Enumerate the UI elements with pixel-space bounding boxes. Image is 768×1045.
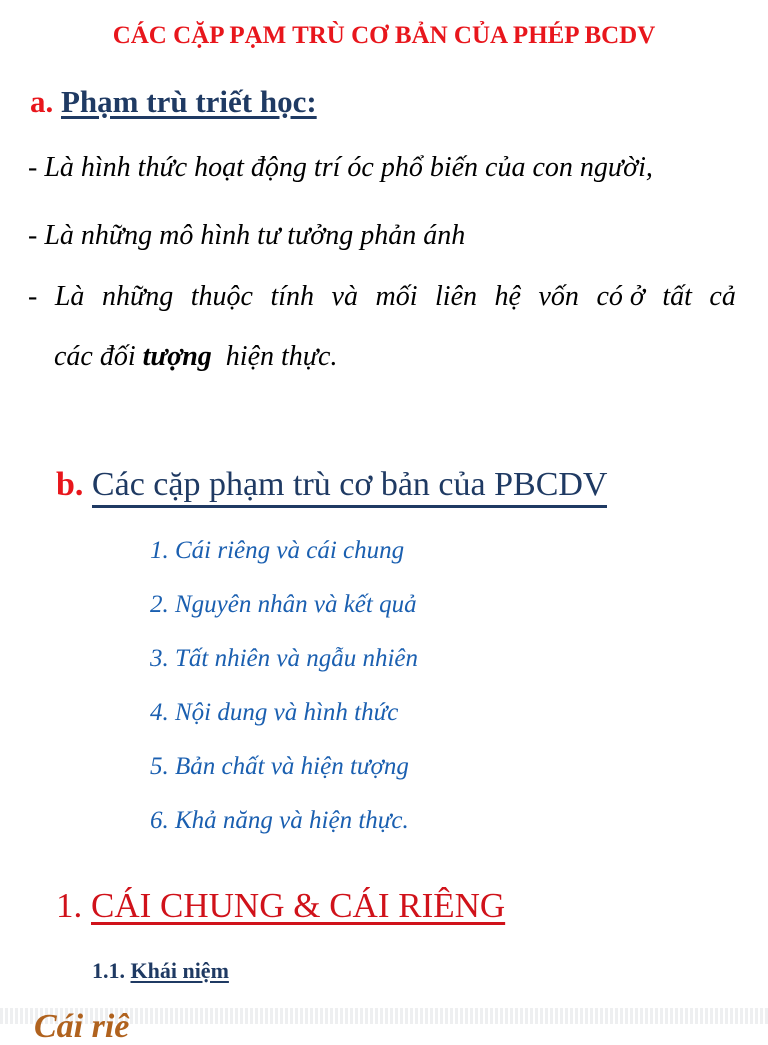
word: liên [435, 281, 478, 312]
definition-line-4 [54, 341, 337, 373]
word: tất [662, 281, 692, 312]
definition-line-2: - Là những mô hình tư tưởng phản ánh [28, 220, 466, 251]
word: hệ [494, 281, 521, 312]
list-item: 4. Nội dung và hình thức [150, 699, 399, 726]
word: tính [270, 281, 315, 312]
word: có ở [596, 281, 645, 312]
section-b-heading [56, 466, 607, 508]
emphasized-word: tượng [142, 341, 212, 372]
section-a-title: Phạm trù triết học: [61, 84, 317, 119]
word: và [331, 281, 358, 312]
section-1-title: CÁI CHUNG & CÁI RIÊNG [91, 886, 506, 925]
definition-line-1: - Là hình thức hoạt động trí óc phổ biến của con người, [28, 152, 653, 183]
section-b-marker: b. [56, 466, 84, 503]
list-item: 6. Khả năng và hiện thực. [150, 807, 409, 834]
subsection-heading [92, 958, 229, 984]
list-item: 2. Nguyên nhân và kết quả [150, 591, 417, 618]
word: mối [375, 281, 418, 312]
category-pairs-list [150, 532, 418, 856]
section-b-title: Các cặp phạm trù cơ bản của PBCDV [92, 466, 608, 508]
list-item: 5. Bản chất và hiện tượng [150, 753, 409, 780]
word: cả [709, 281, 736, 312]
list-item: 1. Cái riêng và cái chung [150, 537, 405, 564]
section-a-heading [30, 84, 317, 120]
subsection-marker: 1.1. [92, 958, 125, 983]
line4-prefix: các đối [54, 341, 143, 372]
word: vốn [538, 281, 579, 312]
word: thuộc [190, 281, 253, 312]
definition-line-3 [28, 281, 736, 313]
section-a-marker: a. [30, 84, 54, 119]
word: Là [54, 281, 85, 312]
subsection-title: Khái niệm [130, 958, 229, 983]
word: những [101, 281, 174, 312]
cut-off-text: Cái riê [34, 1008, 130, 1045]
section-1-heading [56, 886, 505, 926]
word: - [28, 281, 38, 312]
line4-suffix: hiện thực. [211, 341, 338, 372]
page-title: CÁC CẶP PẠM TRÙ CƠ BẢN CỦA PHÉP BCDV [112, 22, 656, 49]
list-item: 3. Tất nhiên và ngẫu nhiên [150, 645, 419, 672]
section-1-marker: 1. [56, 886, 83, 925]
